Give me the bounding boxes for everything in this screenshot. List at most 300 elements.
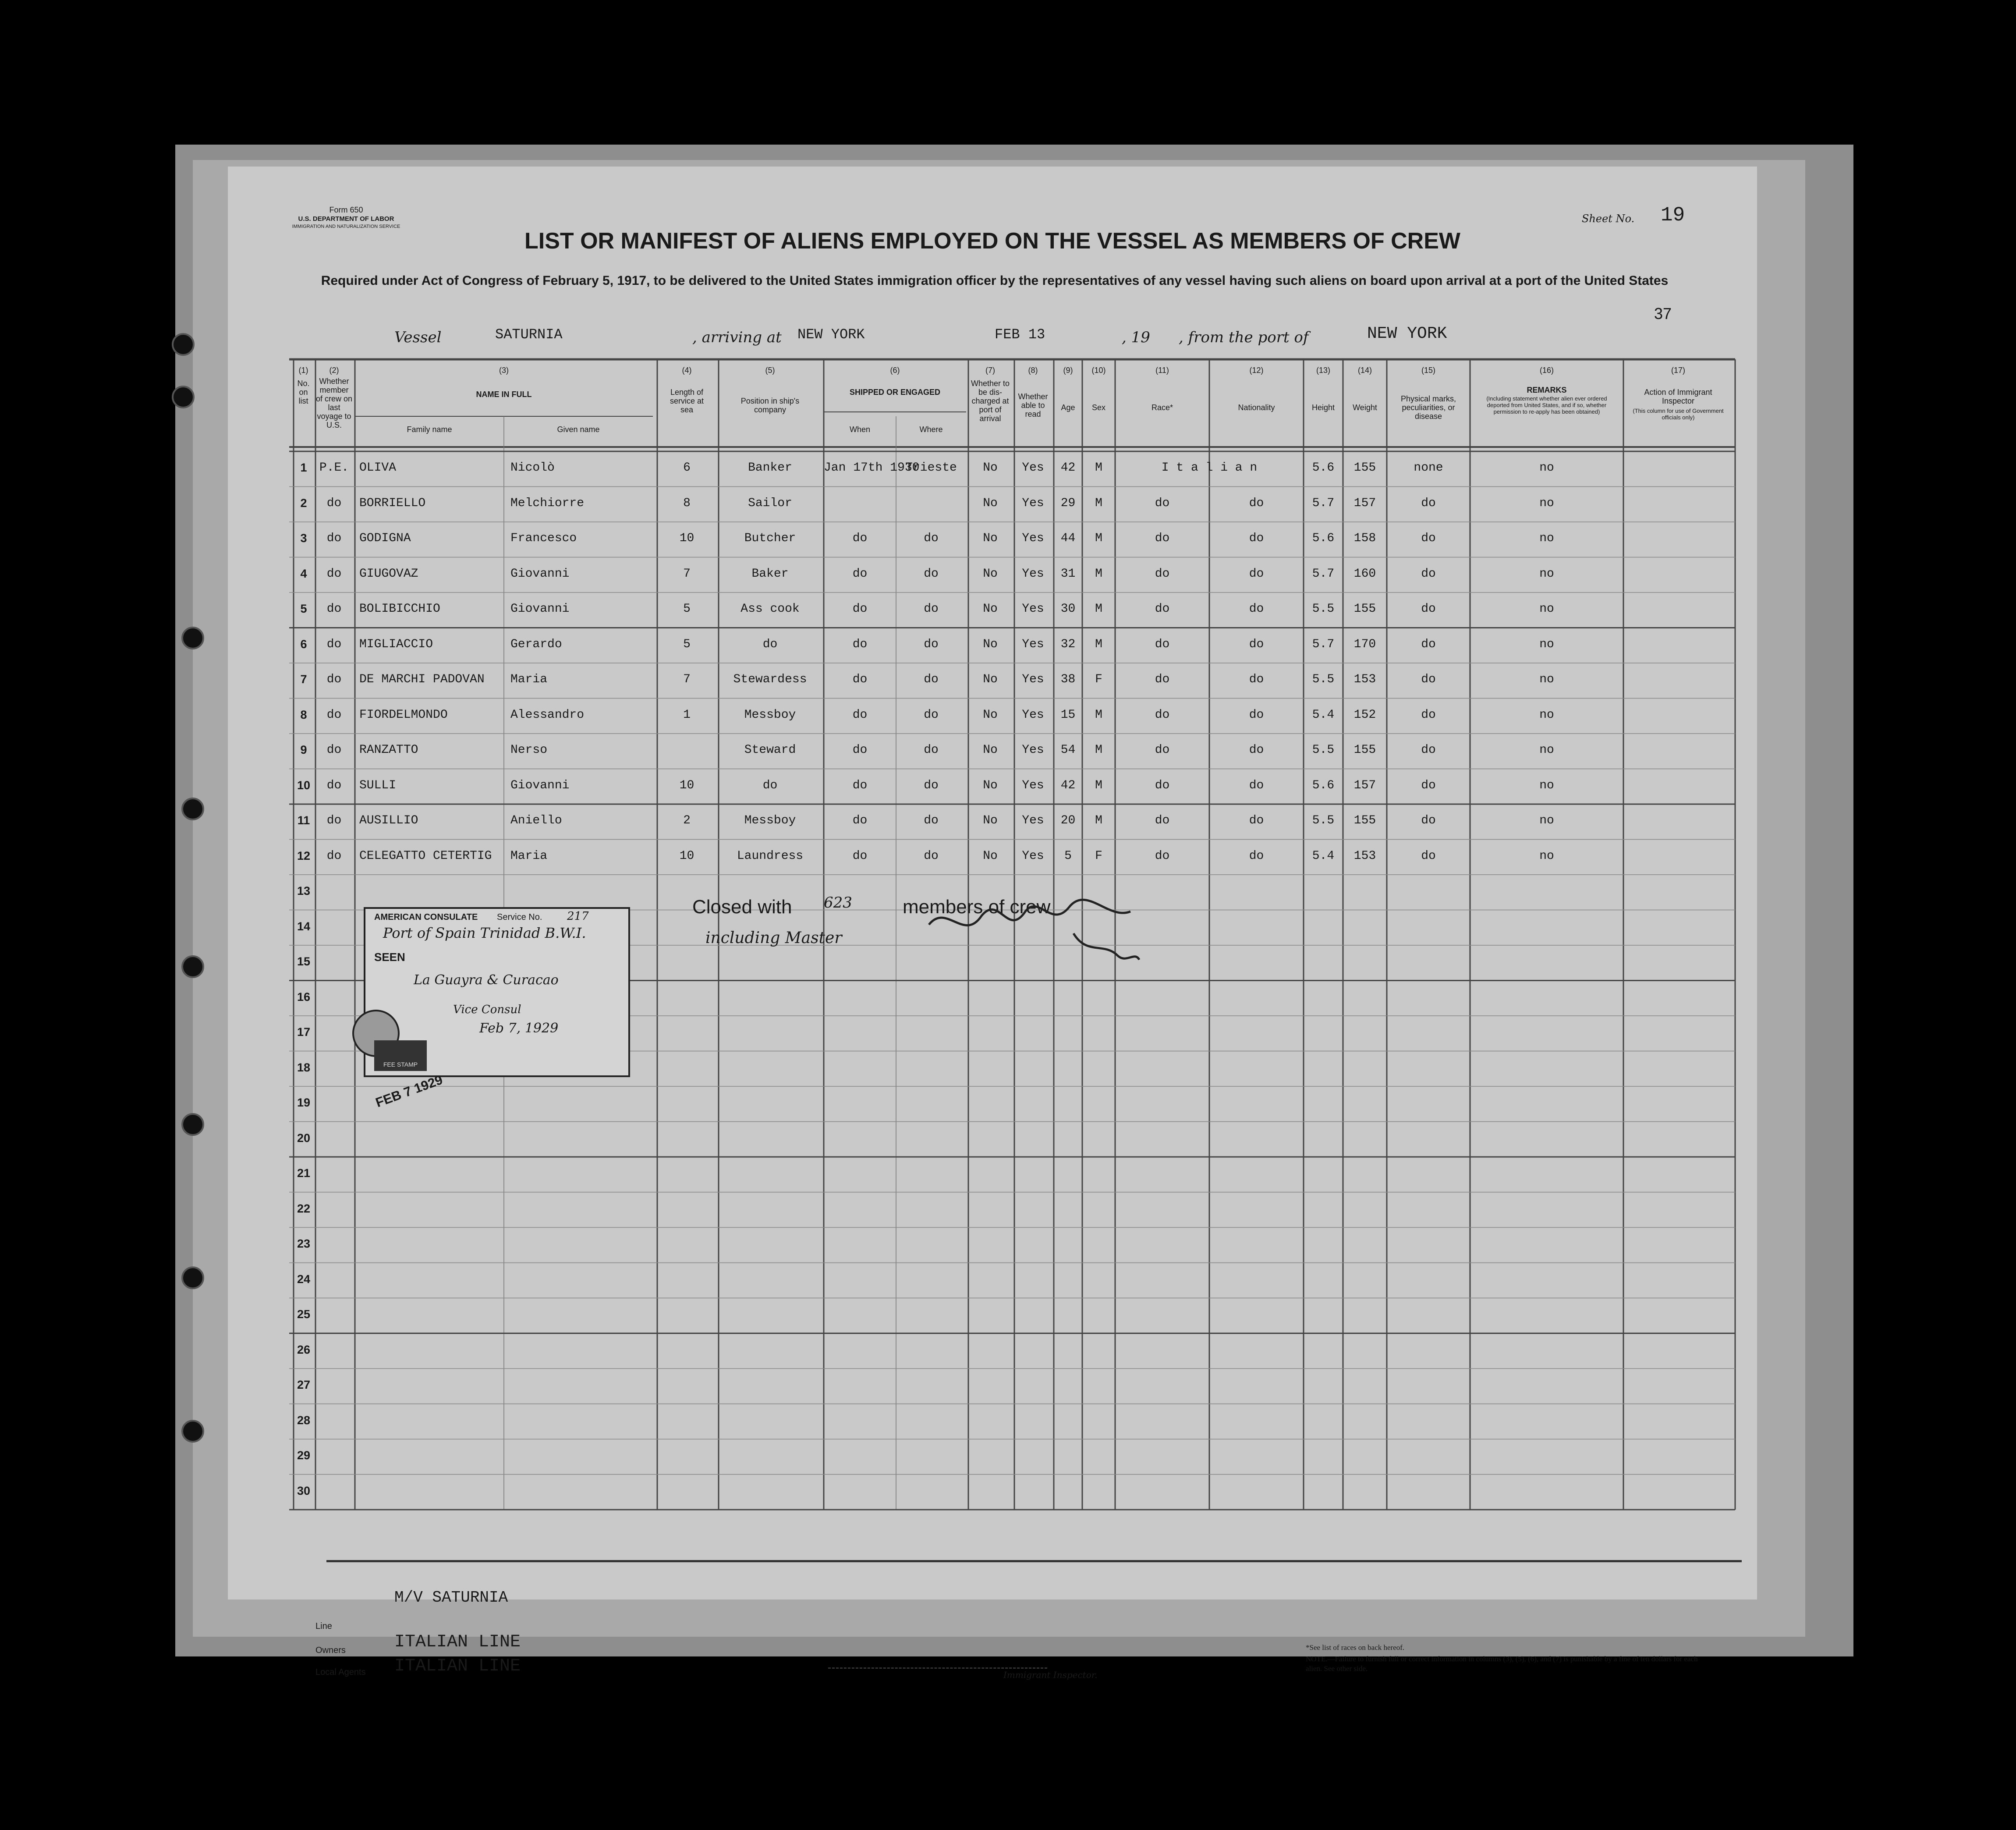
crew-given-name: Nicolò [510, 461, 555, 475]
crew-sex: F [1095, 849, 1102, 863]
crew-race: do [1155, 567, 1170, 581]
crew-position: do [762, 637, 778, 651]
crew-weight: 152 [1353, 708, 1376, 722]
crew-position: Butcher [744, 532, 796, 545]
col9-label: Age [1061, 403, 1075, 412]
crew-shipped-when: do [852, 637, 868, 651]
crew-height: 5.6 [1312, 778, 1335, 792]
footer-inspector-label: Immigrant Inspector. [1003, 1670, 1098, 1680]
crew-family-name: AUSILLIO [359, 814, 418, 827]
row-number: 16 [297, 990, 311, 1004]
crew-able-to-read: Yes [1022, 567, 1044, 581]
crew-shipped-when: do [852, 567, 868, 581]
footer-agents-value: ITALIAN LINE [394, 1656, 521, 1676]
row-number: 1 [300, 461, 307, 474]
crew-age: 20 [1060, 814, 1076, 827]
crew-race: do [1155, 743, 1170, 757]
crew-family-name: OLIVA [359, 461, 397, 475]
crew-position: Steward [744, 743, 796, 757]
inspector-signature-line [828, 1667, 1047, 1669]
col4-num: (4) [682, 366, 692, 375]
crew-service-length: 10 [679, 778, 694, 792]
vessel-name: SATURNIA [495, 326, 563, 343]
crew-family-name: RANZATTO [359, 743, 418, 757]
year-label: , 19 [1122, 329, 1150, 346]
crew-weight: 155 [1353, 814, 1376, 827]
crew-weight: 155 [1353, 602, 1376, 616]
crew-able-to-read: Yes [1022, 778, 1044, 792]
col7-label: Whether to be dis-charged at port of arrival [971, 379, 1010, 423]
col5-label: Position in ship's company [740, 397, 800, 414]
crew-physical-marks: do [1421, 567, 1436, 581]
crew-age: 44 [1060, 532, 1076, 545]
crew-remarks: no [1539, 567, 1554, 581]
crew-given-name: Giovanni [510, 602, 570, 616]
arriving-label: , arriving at [692, 329, 782, 346]
crew-discharged: No [983, 708, 998, 722]
crew-age: 30 [1060, 602, 1076, 616]
crew-able-to-read: Yes [1022, 637, 1044, 651]
crew-discharged: No [983, 602, 998, 616]
crew-physical-marks: do [1421, 532, 1436, 545]
manifest-page [228, 167, 1757, 1680]
crew-last-voyage: do [326, 496, 342, 510]
crew-position: Messboy [744, 708, 796, 722]
crew-weight: 157 [1353, 778, 1376, 792]
crew-race: do [1155, 637, 1170, 651]
service: IMMIGRATION AND NATURALIZATION SERVICE [292, 224, 400, 229]
form-number: Form 650 [329, 206, 363, 214]
stamp-seal-date: FEB 7 1929 [374, 1072, 445, 1110]
stamp-consulate: AMERICAN CONSULATE [374, 912, 478, 922]
crew-nationality: do [1249, 743, 1264, 757]
col3-family: Family name [407, 425, 452, 434]
col14-num: (14) [1357, 366, 1372, 375]
crew-shipped-where: do [924, 602, 939, 616]
crew-given-name: Maria [510, 673, 548, 686]
col11-label: Race* [1151, 403, 1173, 412]
crew-remarks: no [1539, 814, 1554, 827]
crew-given-name: Melchiorre [510, 496, 585, 510]
row-number: 19 [297, 1096, 311, 1109]
crew-remarks: no [1539, 637, 1554, 651]
crew-family-name: GIUGOVAZ [359, 567, 418, 581]
crew-position: do [762, 778, 778, 792]
crew-sex: M [1095, 602, 1102, 616]
stamp-service-label: Service No. [497, 912, 542, 922]
crew-able-to-read: Yes [1022, 532, 1044, 545]
crew-given-name: Gerardo [510, 637, 562, 651]
crew-service-length: 6 [683, 461, 691, 475]
footer-line-value: M/V SATURNIA [394, 1589, 508, 1607]
crew-able-to-read: Yes [1022, 814, 1044, 827]
crew-last-voyage: do [326, 532, 342, 545]
col1-num: (1) [298, 366, 308, 375]
col12-num: (12) [1249, 366, 1264, 375]
crew-given-name: Giovanni [510, 567, 570, 581]
col15-num: (15) [1421, 366, 1435, 375]
crew-shipped-where: Trieste [905, 461, 957, 475]
crew-able-to-read: Yes [1022, 602, 1044, 616]
crew-sex: M [1095, 532, 1102, 545]
crew-weight: 155 [1353, 461, 1376, 475]
crew-last-voyage: do [326, 602, 342, 616]
crew-age: 15 [1060, 708, 1076, 722]
row-number: 6 [300, 637, 307, 651]
row-number: 10 [297, 778, 311, 792]
crew-able-to-read: Yes [1022, 496, 1044, 510]
crew-service-length: 7 [683, 567, 691, 581]
crew-last-voyage: do [326, 743, 342, 757]
crew-family-name: DE MARCHI PADOVAN [359, 673, 485, 686]
crew-given-name: Alessandro [510, 708, 585, 722]
crew-nationality: do [1249, 496, 1264, 510]
row-number: 4 [300, 567, 307, 580]
crew-sex: M [1095, 496, 1102, 510]
crew-given-name: Francesco [510, 532, 577, 545]
crew-last-voyage: do [326, 708, 342, 722]
crew-service-length: 10 [679, 849, 694, 863]
stamp-place: Port of Spain Trinidad B.W.I. [383, 925, 586, 941]
crew-sex: M [1095, 708, 1102, 722]
col8-num: (8) [1028, 366, 1038, 375]
row-number: 7 [300, 673, 307, 686]
members-label: members of crew [903, 896, 1051, 918]
crew-shipped-where: do [924, 708, 939, 722]
row-number: 15 [297, 955, 311, 968]
crew-physical-marks: do [1421, 849, 1436, 863]
row-number: 26 [297, 1343, 311, 1356]
crew-position: Ass cook [740, 602, 800, 616]
crew-discharged: No [983, 637, 998, 651]
crew-last-voyage: do [326, 778, 342, 792]
crew-discharged: No [983, 778, 998, 792]
col3-given: Given name [557, 425, 600, 434]
crew-given-name: Nerso [510, 743, 548, 757]
stamp-official: Vice Consul [453, 1003, 521, 1016]
crew-family-name: BOLIBICCHIO [359, 602, 440, 616]
crew-race: do [1155, 708, 1170, 722]
crew-remarks: no [1539, 778, 1554, 792]
crew-physical-marks: none [1414, 461, 1443, 475]
row-number: 13 [297, 884, 311, 897]
col16-num: (16) [1539, 366, 1554, 375]
crew-sex: M [1095, 637, 1102, 651]
col6-num: (6) [890, 366, 900, 375]
crew-discharged: No [983, 461, 998, 475]
row-number: 27 [297, 1378, 311, 1391]
footer-agents-label: Local Agents [315, 1667, 366, 1677]
col14-label: Weight [1353, 403, 1377, 412]
crew-family-name: SULLI [359, 778, 397, 792]
binder-hole [181, 1266, 204, 1289]
footer-line-label: Line [315, 1621, 332, 1631]
crew-nationality: do [1249, 778, 1264, 792]
footer-note: NOTE.—Failure to furnish full or correct information in columns (3), (5), (6), and (7) is punishable by a fine of ten dollars for each alien. See other side. [1306, 1655, 1698, 1673]
crew-shipped-when: do [852, 849, 868, 863]
crew-last-voyage: do [326, 637, 342, 651]
row-number: 11 [297, 814, 310, 827]
crew-remarks: no [1539, 532, 1554, 545]
crew-remarks: no [1539, 708, 1554, 722]
crew-remarks: no [1539, 461, 1554, 475]
crew-given-name: Giovanni [510, 778, 570, 792]
crew-able-to-read: Yes [1022, 849, 1044, 863]
crew-family-name: BORRIELLO [359, 496, 426, 510]
row-number: 18 [297, 1060, 311, 1074]
crew-discharged: No [983, 814, 998, 827]
crew-sex: F [1095, 673, 1102, 686]
crew-physical-marks: do [1421, 637, 1436, 651]
page-subtitle: Required under Act of Congress of February 5, 1917, to be delivered to the United States immigration officer by the representatives of any vessel having such aliens on board upon arrival at a port of the United States [321, 273, 1669, 288]
col8-label: Whether able to read [1018, 392, 1048, 418]
crew-shipped-when: do [852, 532, 868, 545]
crew-sex: M [1095, 567, 1102, 581]
binder-hole [181, 627, 204, 649]
crew-family-name: FIORDELMONDO [359, 708, 448, 722]
crew-nationality: do [1249, 532, 1264, 545]
crew-position: Stewardess [733, 673, 807, 686]
from-port: NEW YORK [1367, 324, 1447, 343]
crew-remarks: no [1539, 673, 1554, 686]
stamp-destination: La Guayra & Curacao [414, 972, 559, 988]
row-number: 21 [297, 1167, 311, 1180]
crew-able-to-read: Yes [1022, 743, 1044, 757]
crew-shipped-when: do [852, 743, 868, 757]
crew-sex: M [1095, 778, 1102, 792]
crew-weight: 160 [1353, 567, 1376, 581]
crew-shipped-where: do [924, 849, 939, 863]
crew-position: Messboy [744, 814, 796, 827]
crew-shipped-where: do [924, 637, 939, 651]
crew-age: 5 [1064, 849, 1072, 863]
crew-last-voyage: do [326, 814, 342, 827]
binder-hole [172, 333, 195, 356]
binder-hole [181, 1420, 204, 1443]
row-number: 14 [297, 919, 311, 933]
crew-service-length: 1 [683, 708, 691, 722]
crew-discharged: No [983, 673, 998, 686]
col15-label: Physical marks, peculiarities, or disease [1400, 394, 1456, 421]
stamp-fee: FEE STAMP [374, 1040, 427, 1071]
crew-weight: 157 [1353, 496, 1376, 510]
arriving-port: NEW YORK [797, 326, 865, 343]
row-number: 17 [297, 1025, 311, 1039]
row-number: 24 [297, 1272, 311, 1286]
crew-remarks: no [1539, 849, 1554, 863]
row-number: 8 [300, 708, 307, 721]
crew-shipped-when: do [852, 602, 868, 616]
crew-shipped-where: do [924, 673, 939, 686]
crew-race: do [1155, 814, 1170, 827]
crew-age: 32 [1060, 637, 1076, 651]
department: U.S. DEPARTMENT OF LABOR [298, 215, 394, 223]
col2-label: Whether member of crew on last voyage to U.S. [315, 377, 353, 429]
crew-nationality: do [1249, 602, 1264, 616]
crew-height: 5.5 [1312, 673, 1335, 686]
col17-num: (17) [1671, 366, 1685, 375]
crew-service-length: 10 [679, 532, 694, 545]
col6-label: SHIPPED OR ENGAGED [849, 388, 941, 397]
crew-physical-marks: do [1421, 778, 1436, 792]
crew-discharged: No [983, 496, 998, 510]
col13-num: (13) [1316, 366, 1330, 375]
crew-race: do [1155, 673, 1170, 686]
crew-shipped-when: do [852, 673, 868, 686]
crew-last-voyage: do [326, 673, 342, 686]
crew-sex: M [1095, 461, 1102, 475]
crew-nationality: do [1249, 708, 1264, 722]
crew-able-to-read: Yes [1022, 461, 1044, 475]
crew-service-length: 5 [683, 602, 691, 616]
crew-nationality: do [1249, 567, 1264, 581]
crew-shipped-when: Jan 17th 1930 [824, 461, 920, 475]
col6-when: When [849, 425, 871, 434]
crew-sex: M [1095, 814, 1102, 827]
crew-sex: M [1095, 743, 1102, 757]
crew-shipped-where: do [924, 532, 939, 545]
crew-nationality: do [1249, 814, 1264, 827]
row-number: 20 [297, 1131, 311, 1145]
row-number: 30 [297, 1484, 311, 1497]
crew-physical-marks: do [1421, 496, 1436, 510]
sheet-label: Sheet No. [1582, 213, 1635, 225]
crew-service-length: 5 [683, 637, 691, 651]
col3-label: NAME IN FULL [476, 390, 532, 399]
col17-label: Action of Immigrant Inspector [1644, 388, 1712, 405]
crew-last-voyage: do [326, 567, 342, 581]
crew-given-name: Maria [510, 849, 548, 863]
col7-num: (7) [985, 366, 995, 375]
crew-age: 42 [1060, 778, 1076, 792]
row-number: 2 [300, 496, 307, 510]
crew-family-name: CELEGATTO CETERTIG [359, 849, 492, 863]
crew-last-voyage: do [326, 849, 342, 863]
crew-discharged: No [983, 743, 998, 757]
row-number: 25 [297, 1308, 311, 1321]
crew-position: Baker [751, 567, 789, 581]
col9-num: (9) [1063, 366, 1073, 375]
row-number: 12 [297, 849, 311, 862]
row-number: 3 [300, 532, 307, 545]
page-title: LIST OR MANIFEST OF ALIENS EMPLOYED ON THE VESSEL AS MEMBERS OF CREW [524, 228, 1460, 254]
crew-age: 29 [1060, 496, 1076, 510]
crew-age: 54 [1060, 743, 1076, 757]
crew-physical-marks: do [1421, 673, 1436, 686]
crew-shipped-where: do [924, 567, 939, 581]
crew-nationality: do [1249, 673, 1264, 686]
crew-physical-marks: do [1421, 743, 1436, 757]
crew-race: do [1155, 602, 1170, 616]
crew-shipped-where: do [924, 778, 939, 792]
crew-position: Sailor [748, 496, 792, 510]
crew-discharged: No [983, 567, 998, 581]
crew-last-voyage: P.E. [319, 461, 349, 475]
col10-num: (10) [1091, 366, 1106, 375]
crew-weight: 153 [1353, 849, 1376, 863]
closed-count: 623 [824, 894, 852, 911]
crew-weight: 155 [1353, 743, 1376, 757]
col3-num: (3) [499, 366, 509, 375]
footer-owners-label: Owners [315, 1646, 346, 1655]
crew-height: 5.6 [1312, 461, 1335, 475]
stamp-seen: SEEN [374, 950, 405, 964]
crew-given-name: Aniello [510, 814, 562, 827]
crew-shipped-where: do [924, 743, 939, 757]
col5-num: (5) [765, 366, 775, 375]
crew-able-to-read: Yes [1022, 708, 1044, 722]
crew-height: 5.5 [1312, 814, 1335, 827]
crew-nationality: do [1249, 637, 1264, 651]
row-number: 5 [300, 602, 307, 615]
vessel-label: Vessel [394, 329, 442, 346]
crew-race: do [1155, 778, 1170, 792]
crew-height: 5.5 [1312, 602, 1335, 616]
col1-label: No. on list [297, 379, 310, 405]
page-number: 37 [1654, 305, 1672, 323]
crew-able-to-read: Yes [1022, 673, 1044, 686]
col4-label: Length of service at sea [670, 388, 704, 414]
stamp-date: Feb 7, 1929 [479, 1021, 559, 1036]
crew-nationality: do [1249, 849, 1264, 863]
crew-remarks: no [1539, 602, 1554, 616]
binder-hole [172, 386, 195, 408]
footer-owners-value: ITALIAN LINE [394, 1632, 521, 1652]
binder-hole [181, 798, 204, 820]
crew-shipped-when: do [852, 778, 868, 792]
crew-position: Laundress [737, 849, 804, 863]
crew-height: 5.6 [1312, 532, 1335, 545]
crew-age: 42 [1060, 461, 1076, 475]
crew-weight: 158 [1353, 532, 1376, 545]
col6-where: Where [919, 425, 943, 434]
crew-age: 31 [1060, 567, 1076, 581]
footer-rule [326, 1560, 1742, 1562]
crew-family-name: GODIGNA [359, 532, 411, 545]
crew-physical-marks: do [1421, 814, 1436, 827]
closed-with-label: Closed with [692, 896, 792, 918]
crew-race: do [1155, 496, 1170, 510]
sheet-number: 19 [1661, 204, 1685, 227]
crew-age: 38 [1060, 673, 1076, 686]
crew-weight: 153 [1353, 673, 1376, 686]
crew-remarks: no [1539, 496, 1554, 510]
from-label: , from the port of [1179, 329, 1309, 346]
crew-race: I t a l i a n [1161, 461, 1258, 475]
arrival-date: FEB 13 [995, 326, 1045, 343]
consulate-stamp [364, 907, 630, 1110]
crew-discharged: No [983, 532, 998, 545]
col16-label: REMARKS [1527, 386, 1567, 394]
crew-height: 5.4 [1312, 849, 1335, 863]
crew-height: 5.5 [1312, 743, 1335, 757]
col10-label: Sex [1091, 403, 1106, 412]
crew-service-length: 2 [683, 814, 691, 827]
col12-label: Nationality [1238, 403, 1275, 412]
crew-position: Banker [748, 461, 792, 475]
crew-shipped-when: do [852, 814, 868, 827]
crew-remarks: no [1539, 743, 1554, 757]
footer-race-note: *See list of races on back hereof. [1306, 1643, 1405, 1652]
col16-sub: (Including statement whether alien ever ordered deported from United States, and if so, whether permission to re-apply has been obtained) [1486, 395, 1607, 415]
col2-num: (2) [329, 366, 339, 375]
crew-service-length: 7 [683, 673, 691, 686]
col17-sub: (This column for use of Government officials only) [1633, 408, 1724, 421]
crew-race: do [1155, 532, 1170, 545]
crew-physical-marks: do [1421, 708, 1436, 722]
stamp-service-no: 217 [567, 910, 589, 923]
crew-race: do [1155, 849, 1170, 863]
